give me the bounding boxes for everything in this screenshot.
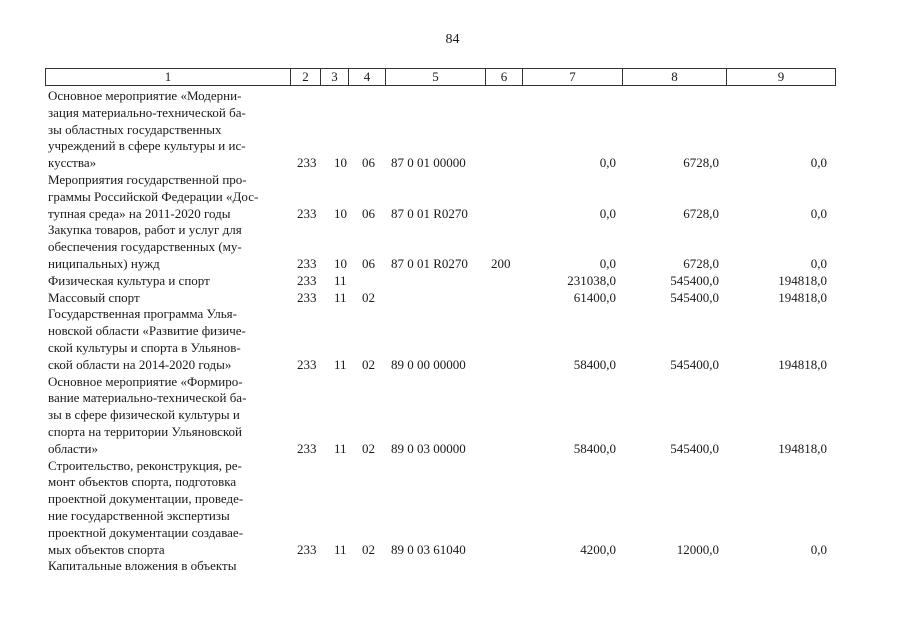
- cell-c4: 02: [362, 289, 375, 305]
- cell-c8: 545400,0: [670, 356, 719, 372]
- cell-c7: 4200,0: [580, 541, 616, 557]
- table-body: [0, 88, 905, 575]
- cell-c5: 87 0 01 R0270: [391, 255, 468, 271]
- cell-c6: 200: [491, 255, 511, 271]
- cell-c3: 11: [334, 356, 347, 372]
- description-line: Основное мероприятие «Модерни-: [48, 88, 242, 103]
- description-line: области»: [48, 440, 98, 456]
- description-line: ской области на 2014-2020 годы»: [48, 356, 232, 372]
- description-line: зация материально-технической ба-: [48, 104, 246, 120]
- cell-c5: 87 0 01 00000: [391, 155, 466, 171]
- table-header: [45, 68, 836, 86]
- cell-c9: 194818,0: [778, 356, 827, 372]
- header-col-3: 3: [321, 69, 349, 85]
- description-line: кусства»: [48, 155, 97, 171]
- cell-c8: 6728,0: [683, 255, 719, 271]
- cell-c7: 61400,0: [573, 289, 616, 305]
- table-row: [0, 290, 905, 307]
- row-description: [48, 172, 290, 222]
- cell-c8: 12000,0: [676, 541, 719, 557]
- description-line: Закупка товаров, работ и услуг для: [48, 222, 242, 238]
- cell-c7: 231038,0: [567, 272, 616, 288]
- row-description: [48, 458, 290, 559]
- cell-c9: 0,0: [810, 155, 827, 171]
- description-line: новской области «Развитие физиче-: [48, 323, 246, 339]
- row-description: [48, 222, 290, 272]
- cell-c2: 233: [297, 289, 317, 305]
- cell-c4: 06: [362, 205, 375, 221]
- cell-c2: 233: [297, 272, 317, 288]
- description-line: зы в сфере физической культуры и: [48, 407, 240, 423]
- cell-c8: 545400,0: [670, 289, 719, 305]
- cell-c2: 233: [297, 155, 317, 171]
- table-row: [0, 458, 905, 559]
- cell-c9: 0,0: [810, 205, 827, 221]
- cell-c5: 87 0 01 R0270: [391, 205, 468, 221]
- cell-c3: 11: [334, 541, 347, 557]
- cell-c3: 10: [334, 255, 347, 271]
- cell-c7: 0,0: [599, 205, 616, 221]
- cell-c4: 02: [362, 440, 375, 456]
- header-col-5: 5: [386, 69, 486, 85]
- cell-c9: 194818,0: [778, 289, 827, 305]
- cell-c5: 89 0 03 61040: [391, 541, 466, 557]
- description-line: обеспечения государственных (му-: [48, 239, 242, 255]
- cell-c3: 10: [334, 155, 347, 171]
- description-line: проектной документации, проведе-: [48, 491, 244, 507]
- description-line: ниципальных) нужд: [48, 255, 160, 271]
- cell-c9: 194818,0: [778, 440, 827, 456]
- description-line: спорта на территории Ульяновской: [48, 423, 243, 439]
- cell-c3: 11: [334, 289, 347, 305]
- table-row: [0, 172, 905, 222]
- description-line: монт объектов спорта, подготовка: [48, 474, 237, 490]
- cell-c5: 89 0 00 00000: [391, 356, 466, 372]
- table-row: [0, 374, 905, 458]
- cell-c5: 89 0 03 00000: [391, 440, 466, 456]
- description-line: тупная среда» на 2011-2020 годы: [48, 205, 231, 221]
- cell-c9: 0,0: [810, 541, 827, 557]
- description-line: ние государственной экспертизы: [48, 507, 230, 523]
- cell-c4: 06: [362, 155, 375, 171]
- header-col-1: 1: [46, 69, 291, 85]
- description-line: Основное мероприятие «Формиро-: [48, 373, 243, 389]
- description-line: учреждений в сфере культуры и ис-: [48, 138, 246, 154]
- description-line: ской культуры и спорта в Ульянов-: [48, 339, 241, 355]
- description-line: Капитальные вложения в объекты: [48, 558, 237, 574]
- header-col-9: 9: [777, 69, 785, 84]
- cell-c3: 11: [334, 272, 347, 288]
- description-line: Физическая культура и спорт: [48, 272, 210, 288]
- table-row: [0, 558, 905, 575]
- description-line: Строительство, реконструкция, ре-: [48, 457, 242, 473]
- cell-c4: 06: [362, 255, 375, 271]
- cell-c7: 0,0: [599, 255, 616, 271]
- description-line: вание материально-технической ба-: [48, 390, 247, 406]
- cell-c8: 6728,0: [683, 155, 719, 171]
- cell-c7: 0,0: [599, 155, 616, 171]
- cell-c2: 233: [297, 440, 317, 456]
- row-description: [48, 273, 290, 290]
- header-col-7: 7: [523, 69, 623, 85]
- cell-c2: 233: [297, 205, 317, 221]
- row-description: [48, 88, 290, 172]
- cell-c8: 545400,0: [670, 440, 719, 456]
- row-description: [48, 290, 290, 307]
- table-row: [0, 306, 905, 373]
- cell-c7: 58400,0: [573, 356, 616, 372]
- description-line: Государственная программа Улья-: [48, 306, 237, 322]
- cell-c2: 233: [297, 541, 317, 557]
- description-line: зы областных государственных: [48, 121, 222, 137]
- description-line: Мероприятия государственной про-: [48, 171, 247, 187]
- row-description: [48, 558, 290, 575]
- cell-c2: 233: [297, 255, 317, 271]
- row-description: [48, 374, 290, 458]
- table-row: [0, 88, 905, 172]
- row-description: [48, 306, 290, 373]
- header-col-6: 6: [486, 69, 523, 85]
- description-line: Массовый спорт: [48, 289, 140, 305]
- table-row: [0, 273, 905, 290]
- cell-c2: 233: [297, 356, 317, 372]
- description-line: проектной документации создавае-: [48, 524, 244, 540]
- cell-c7: 58400,0: [573, 440, 616, 456]
- page-number: 84: [445, 32, 460, 47]
- cell-c3: 11: [334, 440, 347, 456]
- cell-c8: 6728,0: [683, 205, 719, 221]
- cell-c8: 545400,0: [670, 272, 719, 288]
- header-col-2: 2: [291, 69, 321, 85]
- header-col-4: 4: [349, 69, 386, 85]
- description-line: граммы Российской Федерации «Дос-: [48, 188, 259, 204]
- cell-c3: 10: [334, 205, 347, 221]
- description-line: мых объектов спорта: [48, 541, 165, 557]
- cell-c9: 194818,0: [778, 272, 827, 288]
- cell-c9: 0,0: [810, 255, 827, 271]
- cell-c4: 02: [362, 541, 375, 557]
- header-col-8: 8: [623, 69, 727, 85]
- cell-c4: 02: [362, 356, 375, 372]
- table-row: [0, 222, 905, 272]
